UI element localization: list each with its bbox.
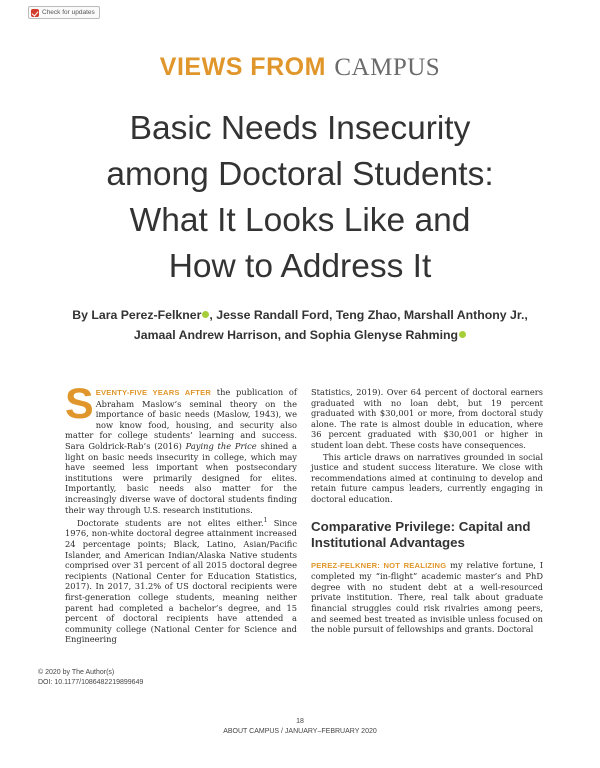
check-for-updates-badge[interactable] [28,6,100,19]
author-names: Jamaal Andrew Harrison, and Sophia Glenyse Rahming [133,328,459,342]
body-paragraph: This article draws on narratives grounded in social justice and student success literature. We close with recommendations aimed at continuing to develop and retain future campus leaders, currently engaging in doctoral education. [311,451,543,504]
paragraph-text: my relative fortune, I completed my “in-flight” academic master’s and PhD degree with no student debt at a well-resourced private institution. There, real talk about graduate financial struggles could risk rivalries among peers, and seemed best treated as invisible unless focused on the noble pursuit of fellowships and grants. Doctoral [311,559,543,635]
title-line: How to Address It [168,248,432,285]
body-paragraph [65,380,297,515]
paragraph-text: Since 1976, non-white doctoral degree attainment increased 24 percentage points; Black, Latino, Asian/Pacific Islander, and American Indian/Alaska Native students comprised over 31 percent of all 2015 doctoral degree recipients (National Center for Education Statistics, 2017). In 2017, 31.2% of US doctoral recipients were first-generation college students, meaning neither parent had completed a bachelor’s degree, and 15 percent of doctoral recipients have attended a community college (National Center for Science and Engineering [65,517,297,645]
body-paragraph [65,516,297,645]
footnote-marker[interactable]: 1 [263,517,268,525]
author-name[interactable]: Lara Perez-Felkner [91,308,202,322]
byline [0,305,600,345]
book-title: Paying the Price [185,440,257,451]
title-line: What It Looks Like and [129,202,471,239]
title-line: Basic Needs Insecurity [129,110,471,147]
byline-prefix: By [72,308,88,322]
checkmark-icon [31,9,39,17]
section-heading: Comparative Privilege: Capital and Institutional Advantages [311,518,531,550]
orcid-icon[interactable] [459,331,466,338]
paragraph-text: shined a light on basic needs insecurity in college, which may have seemed less important when postsecondary institutions were primarily designed for elites. Importantly, basic needs also matter for the increasingly diverse wave of doctoral students finding their way through U.S. research institutions. [65,440,297,515]
doi-link[interactable]: DOI: 10.1177/1086482219899649 [38,679,144,686]
drop-cap: S [65,380,94,428]
article-title [0,106,600,290]
series-title-part1: VIEWS FROM [159,53,326,81]
page-number: 18 [296,718,304,725]
title-line: among Doctoral Students: [106,156,494,193]
journal-info: ABOUT CAMPUS / JANUARY–FEBRUARY 2020 [223,728,377,735]
paragraph-text: Doctorate students are not elites either. [77,517,264,528]
byline-line-1 [0,305,600,325]
byline-line-2 [0,325,600,345]
body-column-left [65,380,297,646]
series-header [0,52,600,82]
body-paragraph: Statistics, 2019). Over 64 percent of doctoral earners graduated with no loan debt, but 19 percent graduated with $30,001 or more, from doctoral study alone. The rate is almost double in education, where 36 percent graduated with $30,001 or higher in student loan debt. These costs have consequences. [311,387,543,450]
author-names: , Jesse Randall Ford, Teng Zhao, Marshall Anthony Jr., [209,308,528,322]
footer-copyright-block [38,668,143,688]
badge-label: Check for updates [42,9,95,16]
lead-in-caps: PEREZ-FELKNER: NOT REALIZING [311,560,447,570]
copyright-notice: © 2020 by The Author(s) [38,669,115,676]
body-column-right [311,387,543,636]
footer-folio [0,717,600,737]
paragraph-text: the publication of Abraham Maslow’s seminal theory on the importance of basic needs (Maslow, 1943), we now know food, housing, and security also matter for college students’ learning and success. Sara Goldrick-Rab’s (2016) [65,387,297,451]
series-title-part2: CAMPUS [334,54,441,81]
body-paragraph [311,560,543,635]
lead-in-caps: EVENTY-FIVE YEARS AFTER [95,388,212,397]
